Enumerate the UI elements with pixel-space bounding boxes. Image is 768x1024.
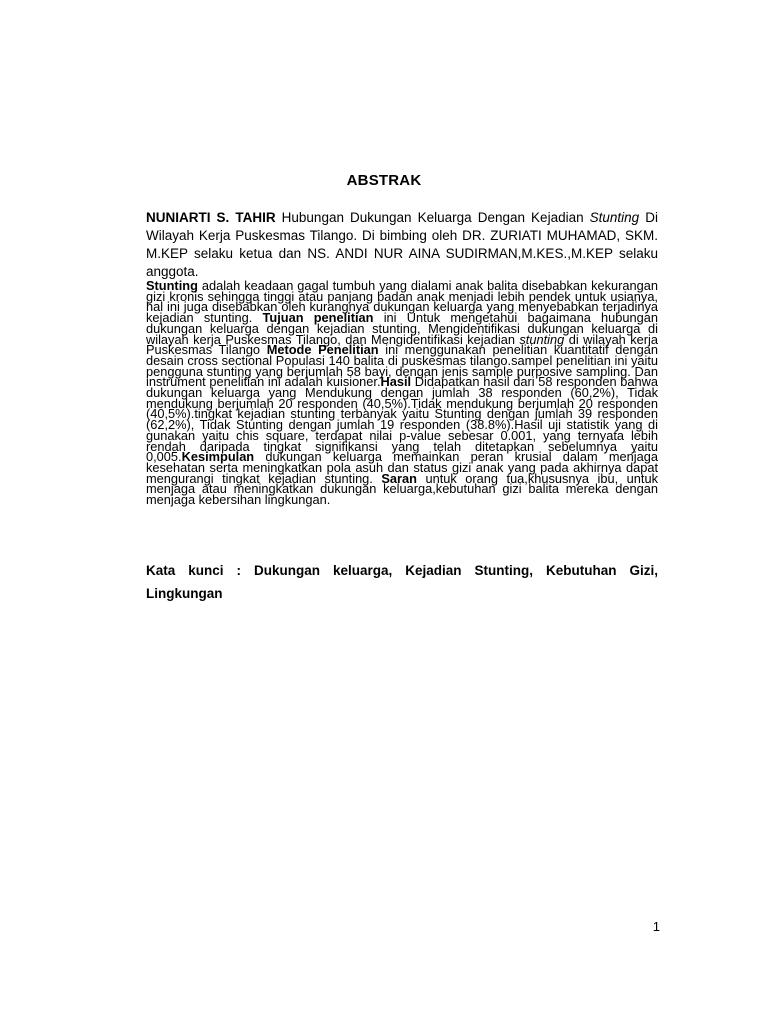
abstract-hasil-text: Didapatkan hasil dari 58 responden bahwa dukungan keluarga yang Mendukung dengan jumlah 38 responden (60,2%), Tidak mendukung berjumlah 20 responden (40,5%).Tidak mendukung berjumlah 20 responden (40,5%).tingkat kejadian stunting terbanyak yaitu Stunting dengan jumlah 39 responden (62,2%), Tidak Stunting dengan jumlah 19 responden (38.8%).Hasil uji statistik yang di gunakan yaitu chis square, terdapat nilai p-value sebesar 0.001, yang ternyata lebih rendah daripada tingkat signifikansi yang telah ditetapkan sebelumnya yaitu 0,005. (146, 374, 658, 465)
abstract-tujuan-text-end: di wilayah kerja Puskesmas Tilango (146, 331, 658, 358)
abstract-body (146, 278, 658, 508)
abstract-tujuan-text: ini Untuk mengetahui bagaimana hubungan dukungan keluarga dengan kejadian stunting, Mengidentifikasi dukungan keluarga di wilayah kerja Puskesmas Tilango, dan Mengidentifikasi kejadian (146, 310, 658, 347)
page-number: 1 (652, 919, 660, 934)
author-intro-paragraph (146, 209, 658, 281)
abstract-saran-text: untuk orang tua,khususnya ibu, untuk menjaga atau meningkatkan dukungan keluarga,kebutuhan gizi balita mereka dengan menjaga kebersihan lingkungan. (146, 470, 658, 508)
heading-kesimpulan: Kesimpulan (181, 449, 255, 465)
abstract-kesimpulan-text: dukungan keluarga memainkan peran krusial dalam menjaga kesehatan serta meningkatkan pola asuh dan status gizi anak yang pada akhirnya dapat mengurangi tingkat kejadian stunting. (146, 449, 658, 486)
heading-tujuan-penelitian: Tujuan penelitian (262, 310, 374, 326)
keywords-line: Kata kunci : Dukungan keluarga, Kejadian Stunting, Kebutuhan Gizi, Lingkungan (146, 563, 658, 601)
abstract-background-text: adalah keadaan gagal tumbuh yang dialami anak balita disebabkan kekurangan gizi kronis sehingga tinggi atau panjang badan anak menjadi lebih pendek untuk usianya, hal ini juga disebabkan oleh kurangnya dukungan keluarga yang menyebabkan terjadinya kejadian stunting. (146, 278, 658, 326)
thesis-title-part1: Hubungan Dukungan Keluarga Dengan Kejadian (275, 210, 590, 225)
abstract-lead-term: Stunting (146, 278, 198, 293)
heading-hasil: Hasil (380, 374, 412, 390)
abstract-title: ABSTRAK (346, 172, 422, 189)
author-name: NUNIARTI S. TAHIR (146, 210, 276, 225)
supervisor-text: Di Wilayah Kerja Puskesmas Tilango. Di bimbing oleh DR. ZURIATI MUHAMAD, SKM. M.KEP selaku ketua dan NS. ANDI NUR AINA SUDIRMAN,M.KES.,M.KEP selaku anggota. (146, 210, 659, 279)
heading-metode-penelitian: Metode Penelitian (266, 342, 379, 358)
abstract-italic-stunting: stunting (519, 331, 565, 347)
abstract-metode-text: ini menggunakan penelitian kuantitatif dengan desain cross sectional Populasi 140 balita di puskesmas tilango.sampel penelitian ini yaitu pengguna stunting yang berjumlah 58 bayi, dengan jenis sample purposive sampling. Dan instrument penelitian ini adalah kuisioner. (146, 342, 658, 390)
thesis-title-italic-term: Stunting (589, 210, 640, 225)
heading-saran: Saran (381, 470, 417, 486)
